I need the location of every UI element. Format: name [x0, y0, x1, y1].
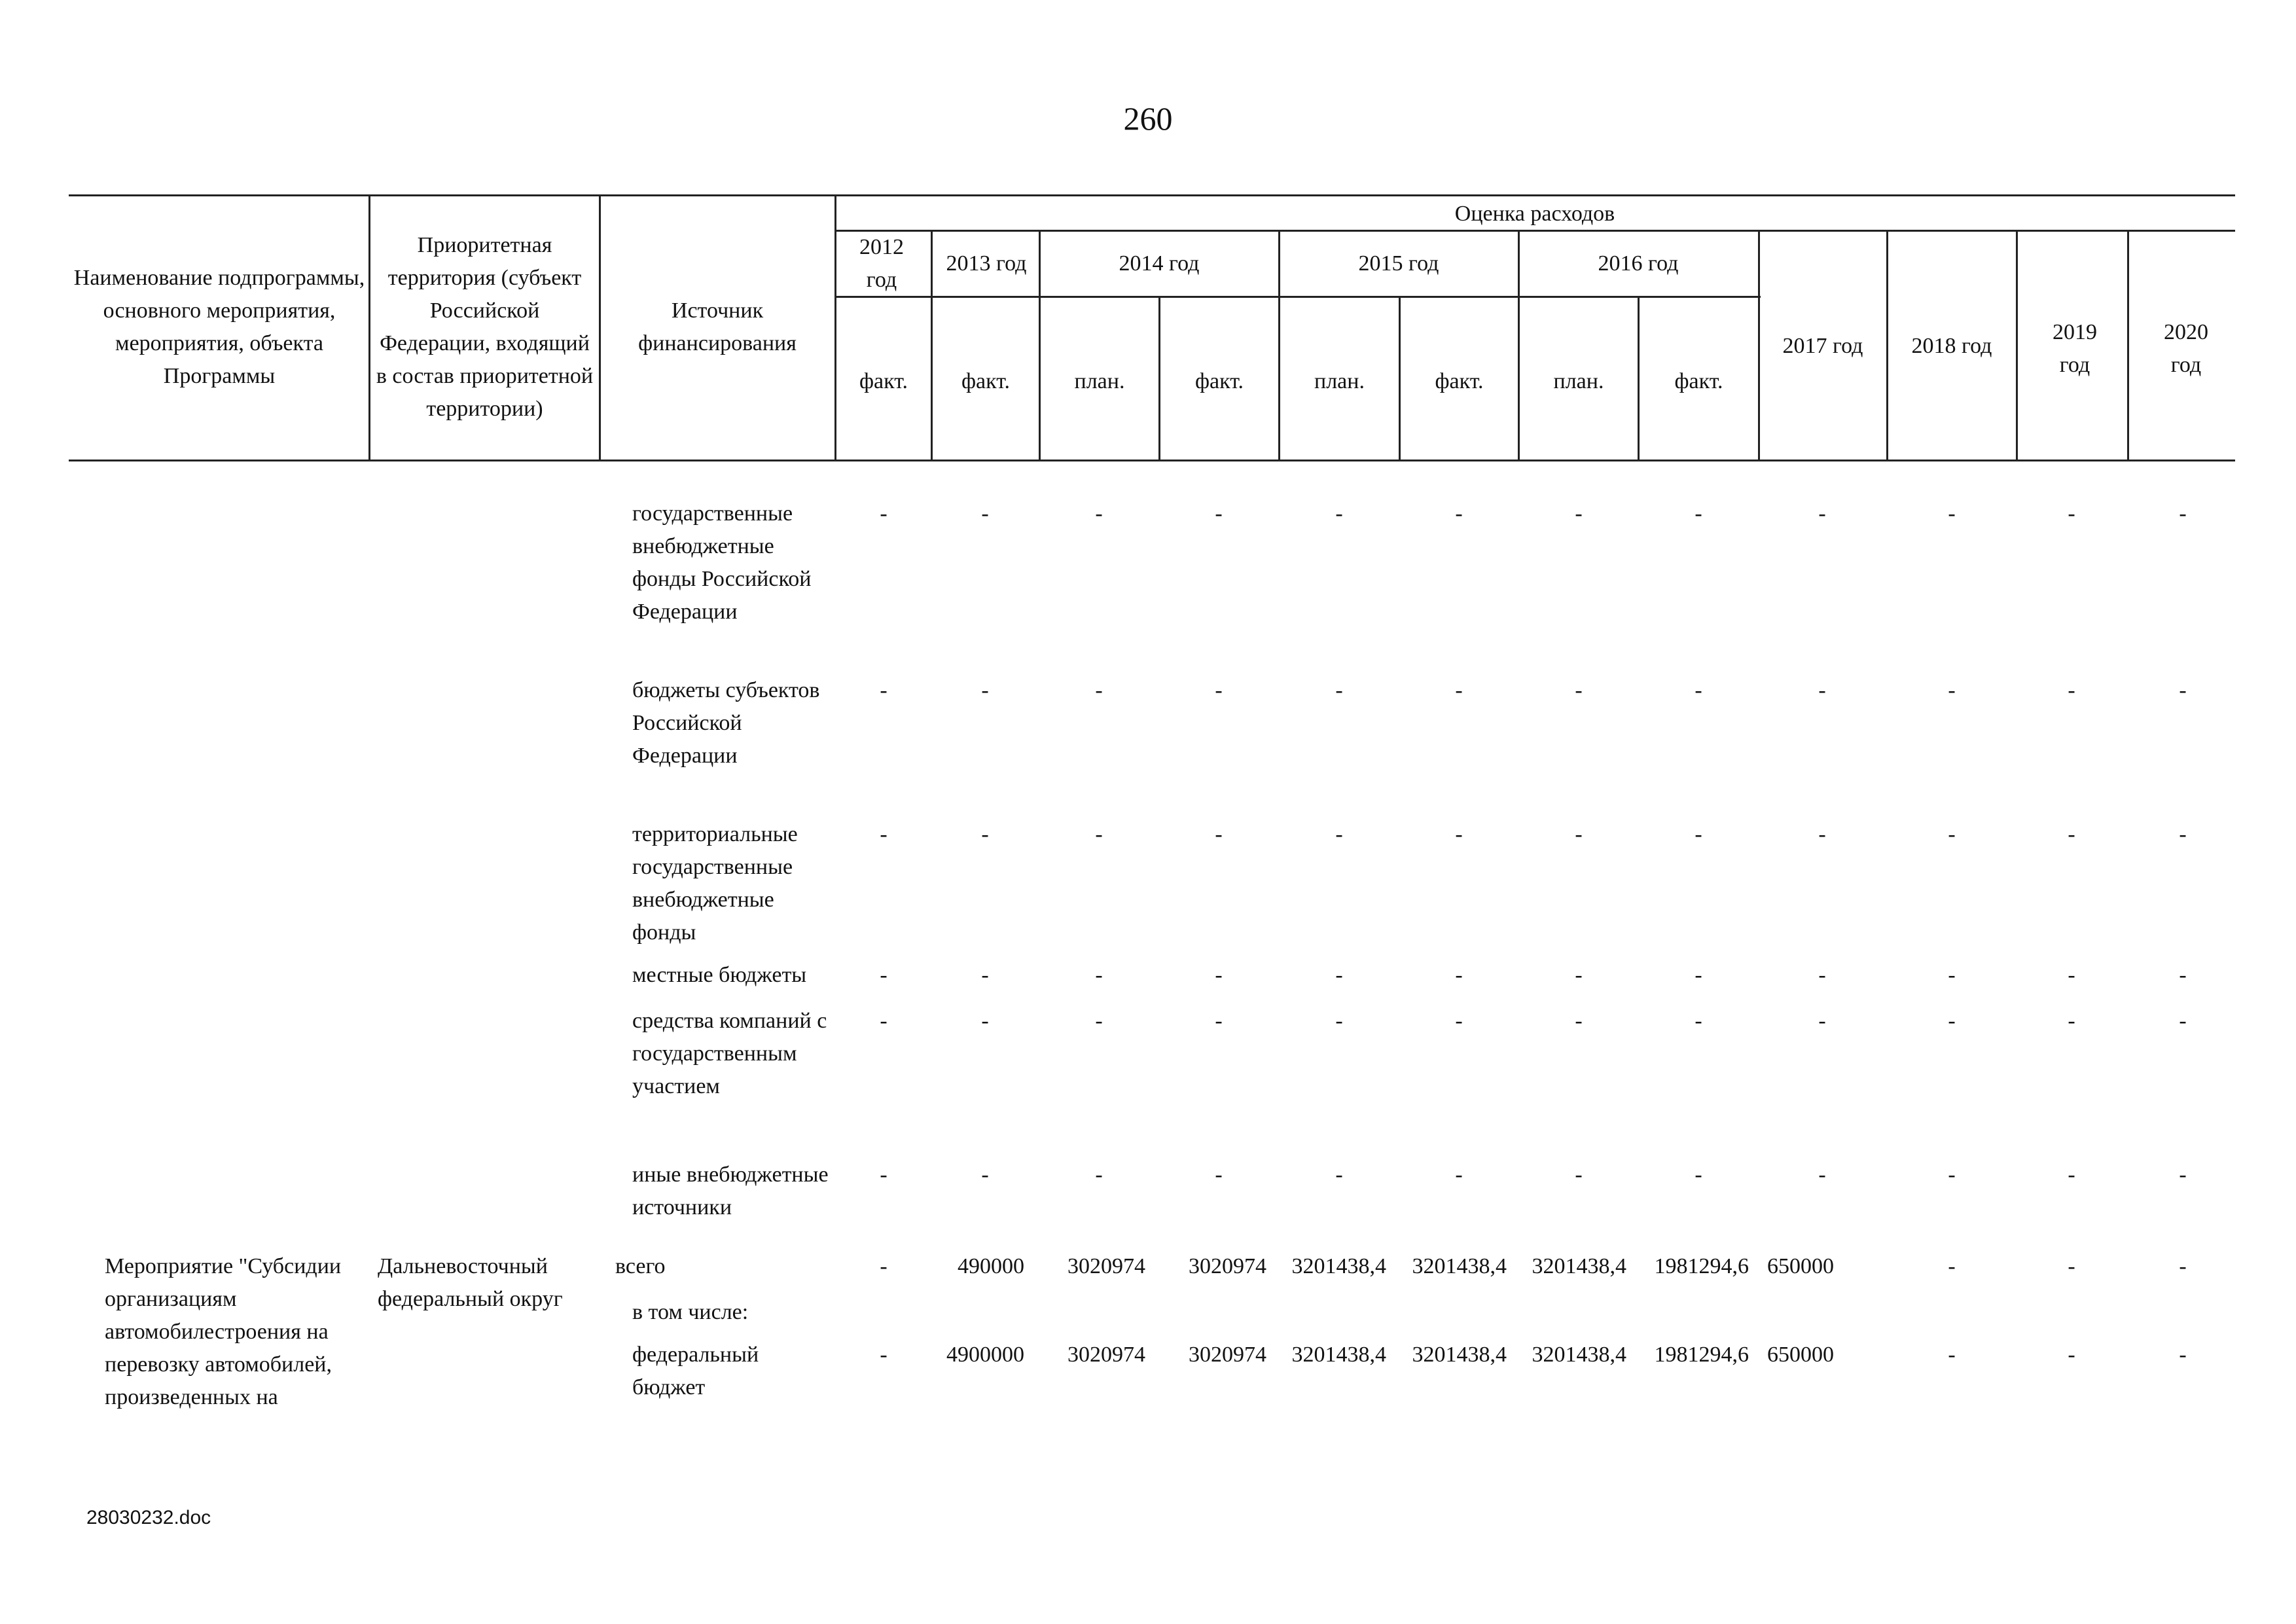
- vline-4: [931, 230, 933, 460]
- table-cell: -: [1455, 963, 1463, 987]
- col-name-header: Наименование подпрограммы, основного мероприятия, мероприятия, объекта Программы: [73, 266, 365, 388]
- total-cell: 490000: [958, 1254, 1024, 1278]
- table-cell: -: [1095, 822, 1103, 846]
- table-cell: -: [1695, 963, 1702, 987]
- table-cell: -: [1215, 1009, 1223, 1033]
- table-cell: -: [981, 963, 989, 987]
- table-cell: -: [1455, 501, 1463, 526]
- total-cell: 3020974: [1067, 1254, 1145, 1278]
- table-cell: -: [1335, 822, 1343, 846]
- table-cell: -: [2068, 1009, 2075, 1033]
- vline-14: [2127, 230, 2129, 460]
- table-cell: -: [1575, 678, 1583, 702]
- year-2014-header: 2014 год: [1119, 251, 1200, 276]
- total-cell: -: [880, 1254, 888, 1278]
- table-cell: -: [1455, 678, 1463, 702]
- table-cell: -: [1948, 822, 1956, 846]
- year-2016-header: 2016 год: [1598, 251, 1679, 276]
- source-label: государственные внебюджетные фонды Российской Федерации: [632, 501, 812, 624]
- federal-cell: 1981294,6: [1654, 1343, 1749, 1367]
- table-cell: -: [2068, 678, 2075, 702]
- col-source-header: Источник финансирования: [638, 298, 797, 355]
- vline-3: [834, 194, 836, 460]
- table-cell: -: [1695, 501, 1702, 526]
- table-cell: -: [1695, 822, 1702, 846]
- source-label: средства компаний с государственным участием: [632, 1009, 827, 1098]
- table-cell: -: [2179, 963, 2187, 987]
- table-cell: -: [2179, 501, 2187, 526]
- table-cell: -: [880, 963, 888, 987]
- federal-cell: 4900000: [946, 1343, 1024, 1367]
- federal-cell: 3020974: [1189, 1343, 1266, 1367]
- year-2019-header: 2019 год: [2053, 319, 2097, 377]
- table-cell: -: [1695, 1163, 1702, 1187]
- table-cell: -: [981, 1163, 989, 1187]
- vline-2: [599, 194, 601, 460]
- table-cell: -: [1818, 822, 1826, 846]
- source-label: бюджеты субъектов Российской Федерации: [632, 678, 820, 768]
- table-cell: -: [1215, 501, 1223, 526]
- total-cell: 650000: [1767, 1254, 1834, 1278]
- table-cell: -: [1335, 963, 1343, 987]
- footer-filename: 28030232.doc: [86, 1507, 211, 1528]
- table-cell: -: [2179, 1163, 2187, 1187]
- table-cell: -: [1948, 963, 1956, 987]
- header-bottom-line: [69, 460, 2235, 461]
- table-cell: -: [1455, 1009, 1463, 1033]
- table-cell: -: [1335, 1009, 1343, 1033]
- federal-cell: -: [1948, 1343, 1956, 1367]
- sub-2016-fact: факт.: [1674, 369, 1723, 393]
- table-cell: -: [1948, 1009, 1956, 1033]
- table-cell: -: [1818, 1009, 1826, 1033]
- table-cell: -: [1215, 963, 1223, 987]
- table-cell: -: [2179, 1009, 2187, 1033]
- vline-13: [2016, 230, 2018, 460]
- table-cell: -: [1575, 501, 1583, 526]
- federal-cell: 3201438,4: [1532, 1343, 1626, 1367]
- table-cell: -: [1095, 1009, 1103, 1033]
- sub-2013-fact: факт.: [961, 369, 1010, 393]
- total-cell: -: [2068, 1254, 2075, 1278]
- table-cell: -: [2068, 822, 2075, 846]
- page-number: 260: [1123, 100, 1173, 137]
- table-cell: -: [1818, 963, 1826, 987]
- table-cell: -: [880, 1009, 888, 1033]
- sub-2015-fact: факт.: [1435, 369, 1484, 393]
- source-label: иные внебюджетные источники: [632, 1163, 829, 1219]
- table-cell: -: [1818, 1163, 1826, 1187]
- table-cell: -: [880, 678, 888, 702]
- table-cell: -: [1575, 1163, 1583, 1187]
- table-cell: -: [1095, 501, 1103, 526]
- table-cell: -: [1215, 822, 1223, 846]
- measure-name: Мероприятие "Субсидии организациям автомобилестроения на перевозку автомобилей, произведенных на: [105, 1254, 342, 1409]
- year-2018-header: 2018 год: [1911, 333, 1992, 358]
- sub-2014-plan: план.: [1074, 369, 1125, 393]
- federal-cell: 650000: [1767, 1343, 1834, 1367]
- table-cell: -: [981, 822, 989, 846]
- table-cell: -: [1575, 1009, 1583, 1033]
- year-2017-header: 2017 год: [1782, 333, 1863, 358]
- year-2015-header: 2015 год: [1358, 251, 1439, 276]
- sub-2016-plan: план.: [1553, 369, 1604, 393]
- table-cell: -: [880, 1163, 888, 1187]
- table-cell: -: [1948, 1163, 1956, 1187]
- subhead-line: [834, 296, 1761, 298]
- table-cell: -: [2179, 822, 2187, 846]
- table-cell: -: [2068, 501, 2075, 526]
- table-cell: -: [1095, 963, 1103, 987]
- table-cell: -: [1215, 1163, 1223, 1187]
- table-cell: -: [1695, 1009, 1702, 1033]
- table-cell: -: [2179, 678, 2187, 702]
- source-label: территориальные государственные внебюджетные фонды: [632, 822, 798, 945]
- measure-federal-label: федеральный бюджет: [632, 1343, 759, 1399]
- table-cell: -: [2068, 1163, 2075, 1187]
- vline-1: [368, 194, 370, 460]
- table-cell: -: [981, 501, 989, 526]
- table-cell: -: [1575, 963, 1583, 987]
- total-cell: 3201438,4: [1412, 1254, 1507, 1278]
- table-cell: -: [2068, 963, 2075, 987]
- sub-2014-fact: факт.: [1195, 369, 1244, 393]
- table-cell: -: [1575, 822, 1583, 846]
- total-cell: 3201438,4: [1532, 1254, 1626, 1278]
- federal-cell: 3201438,4: [1291, 1343, 1386, 1367]
- federal-cell: -: [2179, 1343, 2187, 1367]
- total-cell: -: [2179, 1254, 2187, 1278]
- year-2013-header: 2013 год: [946, 251, 1027, 276]
- sub-2015-plan: план.: [1314, 369, 1365, 393]
- sub-2012-fact: факт.: [859, 369, 908, 393]
- table-cell: -: [1095, 678, 1103, 702]
- measure-including-label: в том числе:: [632, 1300, 749, 1324]
- federal-cell: -: [2068, 1343, 2075, 1367]
- table-cell: -: [1335, 1163, 1343, 1187]
- federal-cell: 3020974: [1067, 1343, 1145, 1367]
- total-cell: 3201438,4: [1291, 1254, 1386, 1278]
- measure-territory: Дальневосточный федеральный округ: [378, 1254, 563, 1311]
- table-cell: -: [1948, 678, 1956, 702]
- table-cell: -: [1818, 678, 1826, 702]
- table-cell: -: [880, 822, 888, 846]
- total-cell: 1981294,6: [1654, 1254, 1749, 1278]
- source-label: местные бюджеты: [632, 963, 807, 987]
- table-cell: -: [1455, 822, 1463, 846]
- table-cell: -: [1335, 501, 1343, 526]
- year-2020-header: 2020 год: [2164, 319, 2208, 377]
- expense-group-header: Оценка расходов: [1454, 202, 1615, 226]
- col-priority-header: Приоритетная территория (субъект Российской Федерации, входящий в состав приоритетной территории): [376, 233, 594, 421]
- total-cell: -: [1948, 1254, 1956, 1278]
- table-cell: -: [981, 1009, 989, 1033]
- table-cell: -: [1818, 501, 1826, 526]
- table-cell: -: [1695, 678, 1702, 702]
- total-cell: 3020974: [1189, 1254, 1266, 1278]
- table-cell: -: [1455, 1163, 1463, 1187]
- table-cell: -: [1215, 678, 1223, 702]
- table-cell: -: [1095, 1163, 1103, 1187]
- table-cell: -: [1335, 678, 1343, 702]
- federal-cell: -: [880, 1343, 888, 1367]
- table-cell: -: [1948, 501, 1956, 526]
- federal-cell: 3201438,4: [1412, 1343, 1507, 1367]
- table-cell: -: [880, 501, 888, 526]
- measure-total-label: всего: [615, 1254, 666, 1278]
- table-cell: -: [981, 678, 989, 702]
- year-2012-header: 2012 год: [859, 235, 904, 292]
